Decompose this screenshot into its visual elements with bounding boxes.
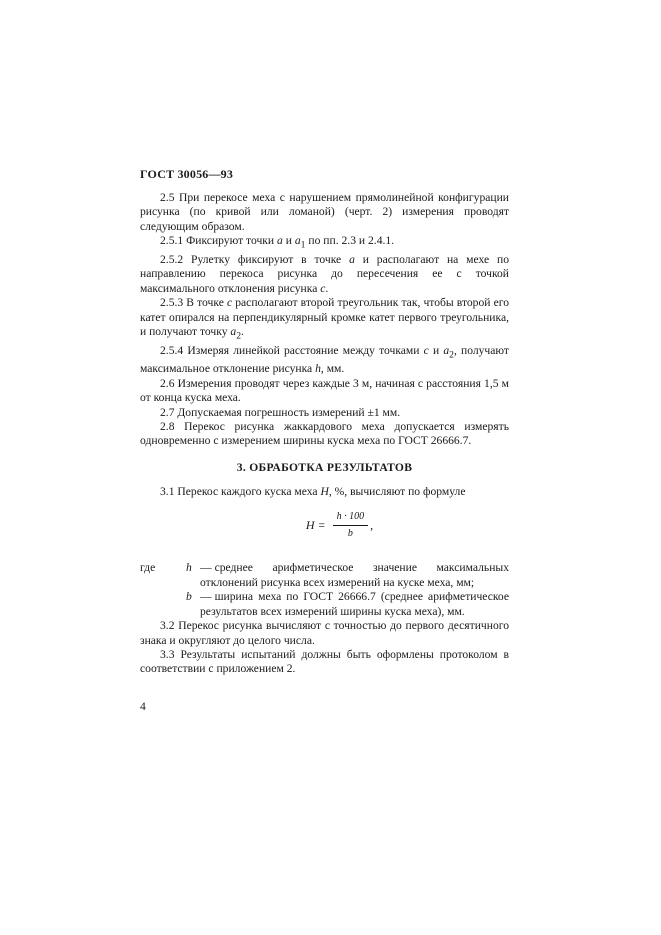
formula-denominator: b <box>347 528 353 540</box>
where-word: где <box>140 561 156 575</box>
where-desc-b: — ширина меха по ГОСТ 26666.7 (среднее арифметическое результатов всех измерений ширины куска меха), мм. <box>200 590 509 618</box>
paragraph-3-2: 3.2 Перекос рисунка вычисляют с точностью до первого десятичного знака и округляют до целого числа. <box>140 619 509 647</box>
where-symbol-b: b <box>186 590 192 604</box>
paragraph-2-5-4: 2.5.4 Измеряя линейкой расстояние между точками c и $a_2$, получают максимальное отклонение рисунка h, мм. <box>140 343 509 376</box>
formula-numerator: h · 100 <box>333 510 369 526</box>
where-symbol-h: h <box>186 561 192 575</box>
section-3-title: 3. ОБРАБОТКА РЕЗУЛЬТАТОВ <box>236 460 413 474</box>
paragraph-2-5-1: 2.5.1 Фиксируют точки a и $a_1$ по пп. 2.3 и 2.4.1. <box>160 234 395 251</box>
paragraph-2-5-2: 2.5.2 Рулетку фиксируют в точке a и располагают на мехе по направлению перекоса рисунка до пересечения ее с точкой максимального отклонения рисунка c. <box>140 252 510 295</box>
document-body <box>140 191 509 677</box>
formula-trailing: , <box>370 518 374 533</box>
paragraph-2-5: 2.5 При перекосе меха с нарушением прямолинейной конфигурации рисунка (по кривой или ломаной) (черт. 2) измерения проводят следующим образом. <box>140 191 509 233</box>
paragraph-2-7: 2.7 Допускаемая погрешность измерений ±1 мм. <box>160 405 401 419</box>
document-header: ГОСТ 30056—93 <box>140 167 234 181</box>
where-definitions <box>140 561 509 619</box>
formula-fraction <box>333 510 369 542</box>
paragraph-2-8: 2.8 Перекос рисунка жаккардового меха допускается измерять одновременно с измерением ширины куска меха по ГОСТ 26666.7. <box>140 420 509 448</box>
where-desc-h: — среднее арифметическое значение максимальных отклонений рисунка всех измерений на куске меха, мм; <box>200 561 509 589</box>
paragraph-2-5-3: 2.5.3 В точке c располагают второй треугольник так, чтобы второй его катет опирался на перпендикулярный кромке катет первого треугольника, и получают точку $a_2$. <box>140 296 509 342</box>
page-number: 4 <box>140 700 146 713</box>
formula-lhs: H = <box>305 518 326 533</box>
formula <box>170 510 509 542</box>
paragraph-3-3: 3.3 Результаты испытаний должны быть оформлены протоколом в соответствии с приложением 2. <box>140 647 509 676</box>
paragraph-3-1: 3.1 Перекос каждого куска меха H, %, вычисляют по формуле <box>160 485 466 499</box>
paragraph-2-6: 2.6 Измерения проводят через каждые 3 м, начиная с расстояния 1,5 м от конца куска меха. <box>140 376 509 405</box>
